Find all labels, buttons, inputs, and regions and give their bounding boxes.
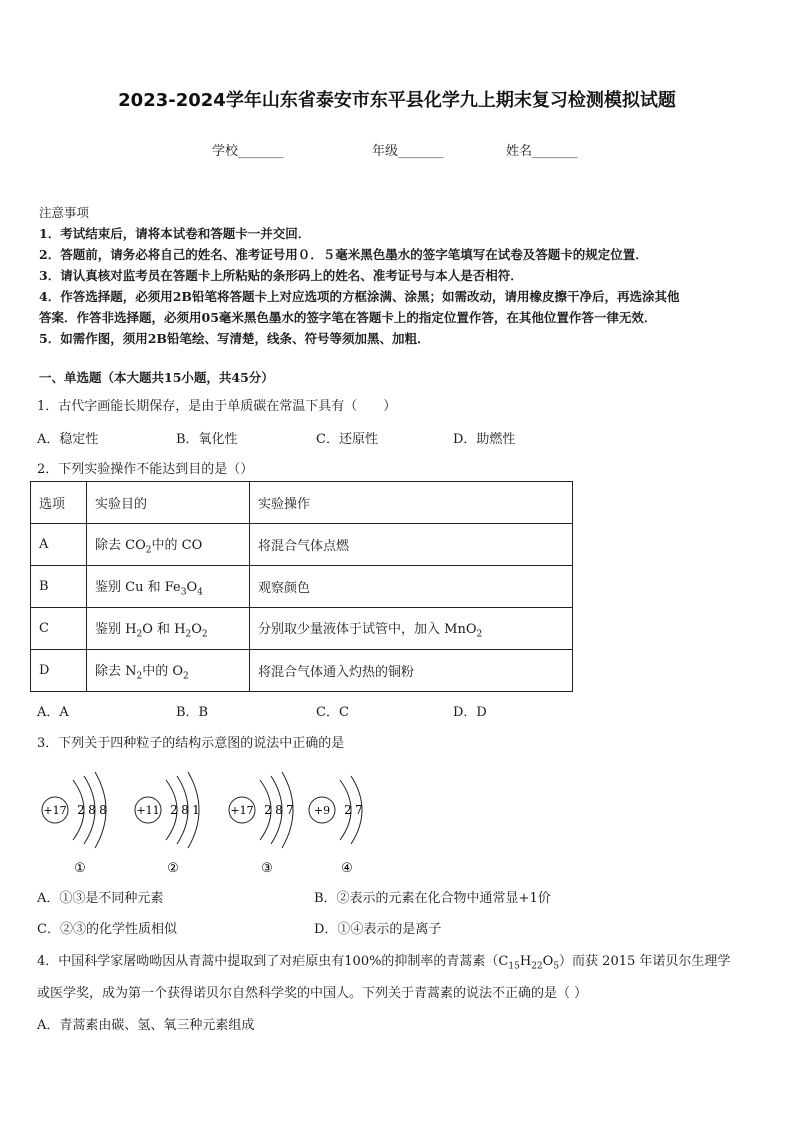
section-heading: 一、单选题（本大题共15小题，共45分） <box>39 370 274 385</box>
notes-heading: 注意事项 <box>39 205 90 220</box>
q1-option-b[interactable]: B．氧化性 <box>176 432 238 447</box>
header-option: 选项 <box>31 482 87 524</box>
q2-option-a[interactable]: A．A <box>37 705 69 720</box>
electron-count: 1 <box>192 803 200 817</box>
particle-label: ④ <box>341 861 353 876</box>
note-item: 1．考试结束后，请将本试卷和答题卡一并交回． <box>39 226 311 241</box>
row-purpose: 鉴别 Cu 和 $Fe_3O_4$ <box>87 566 250 608</box>
header-purpose: 实验目的 <box>87 482 250 524</box>
row-operation: 将混合气体点燃 <box>250 524 573 566</box>
row-purpose: 除去 $N_2$中的 $O_2$ <box>87 650 250 692</box>
question-3-stem: 3．下列关于四种粒子的结构示意图的说法中正确的是 <box>37 736 345 751</box>
question-4-stem-line2: 或医学奖，成为第一个获得诺贝尔自然科学奖的中国人。下列关于青蒿素的说法不正确的是（ ） <box>37 986 588 1001</box>
experiment-table <box>30 481 573 692</box>
row-purpose: 除去 $CO_2$中的 CO <box>87 524 250 566</box>
q2-option-c[interactable]: C．C <box>316 705 349 720</box>
atomic-structure-diagrams <box>30 760 370 880</box>
q2-option-b[interactable]: B．B <box>176 705 209 720</box>
school-field[interactable]: 学校_______ <box>212 144 284 159</box>
row-option: C <box>31 608 87 650</box>
atom-diagram <box>229 772 294 876</box>
electron-count: 8 <box>275 803 283 817</box>
note-item: 答案．作答非选择题，必须用05毫米黑色墨水的签字笔在答题卡上的指定位置作答，在其他位置作答一律无效． <box>39 310 657 325</box>
row-purpose: 鉴别 $H_2O$ 和 $H_2O_2$ <box>87 608 250 650</box>
name-field[interactable]: 姓名_______ <box>506 144 578 159</box>
particle-label: ③ <box>261 861 273 876</box>
header-operation: 实验操作 <box>250 482 573 524</box>
note-item: 5．如需作图，须用2B铅笔绘、写清楚，线条、符号等须加黑、加粗． <box>39 331 430 346</box>
q1-option-d[interactable]: D．助燃性 <box>453 432 516 447</box>
table-header-row <box>31 482 573 524</box>
note-item: 3．请认真核对监考员在答题卡上所粘贴的条形码上的姓名、准考证号与本人是否相符． <box>39 268 523 283</box>
q1-option-c[interactable]: C．还原性 <box>316 432 378 447</box>
electron-count: 7 <box>355 803 363 817</box>
question-2-stem: 2．下列实验操作不能达到目的是（） <box>37 462 254 477</box>
electron-count: 2 <box>344 803 352 817</box>
nucleus-charge: +17 <box>43 804 67 817</box>
electron-count: 8 <box>88 803 96 817</box>
row-operation: 观察颜色 <box>250 566 573 608</box>
row-operation: 分别取少量液体于试管中，加入 MnO$_2$ <box>250 608 573 650</box>
atom-diagram <box>42 772 107 876</box>
electron-count: 2 <box>77 803 85 817</box>
row-operation: 将混合气体通入灼热的铜粉 <box>250 650 573 692</box>
particle-label: ② <box>167 861 179 876</box>
page-title: 2023-2024学年山东省泰安市东平县化学九上期末复习检测模拟试题 <box>118 90 676 111</box>
atom-diagram <box>309 776 363 876</box>
table-row <box>31 524 573 566</box>
q3-option-a[interactable]: A．①③是不同种元素 <box>37 891 164 906</box>
table-row <box>31 608 573 650</box>
q1-option-a[interactable]: A．稳定性 <box>37 432 99 447</box>
grade-field[interactable]: 年级_______ <box>372 144 444 159</box>
row-option: B <box>31 566 87 608</box>
nucleus-charge: +9 <box>313 804 331 817</box>
row-option: A <box>31 524 87 566</box>
nucleus-charge: +11 <box>136 804 160 817</box>
electron-count: 8 <box>181 803 189 817</box>
nucleus-charge: +17 <box>230 804 254 817</box>
q3-option-c[interactable]: C．②③的化学性质相似 <box>37 922 177 937</box>
table-row <box>31 650 573 692</box>
electron-count: 2 <box>264 803 272 817</box>
particle-label: ① <box>74 861 86 876</box>
row-option: D <box>31 650 87 692</box>
q3-option-d[interactable]: D．①④表示的是离子 <box>314 922 442 937</box>
question-1-stem: 1．古代字画能长期保存，是由于单质碳在常温下具有（ ） <box>37 399 397 414</box>
question-4-stem-line1: 4．中国科学家屠呦呦因从青蒿中提取到了对疟原虫有100%的抑制率的青蒿素$(C_{15}H_{22}O_5)$而获 2015 年诺贝尔生理学 <box>37 954 731 972</box>
note-item: 2．答题前，请务必将自己的姓名、准考证号用０．５毫米黑色墨水的签字笔填写在试卷及答题卡的规定位置． <box>39 247 648 262</box>
electron-count: 2 <box>170 803 178 817</box>
atom-diagram <box>135 772 200 876</box>
electron-count: 7 <box>286 803 294 817</box>
table-row <box>31 566 573 608</box>
q4-option-a[interactable]: A．青蒿素由碳、氢、氧三种元素组成 <box>37 1018 255 1033</box>
electron-count: 8 <box>99 803 107 817</box>
q3-option-b[interactable]: B．②表示的元素在化合物中通常显+1价 <box>314 891 551 906</box>
note-item: 4．作答选择题，必须用2B铅笔将答题卡上对应选项的方框涂满、涂黑；如需改动，请用橡皮擦干净后，再选涂其他 <box>39 289 680 304</box>
q2-option-d[interactable]: D．D <box>453 705 487 720</box>
